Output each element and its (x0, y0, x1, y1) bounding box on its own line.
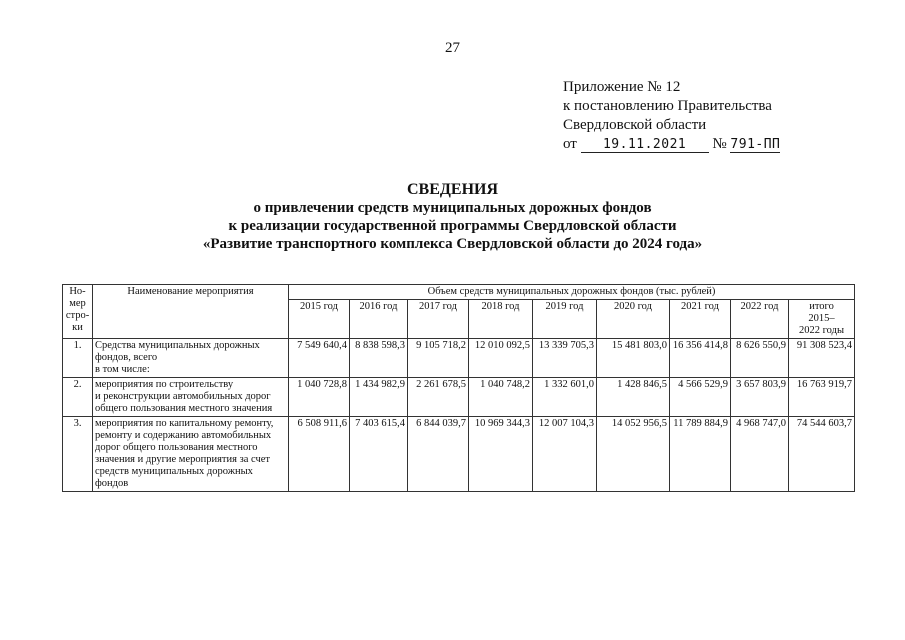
row-value: 11 789 884,9 (670, 417, 731, 492)
table-row (63, 378, 855, 417)
heading-line-1: о привлечении средств муниципальных дорожных фондов (253, 200, 652, 216)
row-number: 3. (63, 417, 93, 492)
row-value: 13 339 705,3 (533, 339, 597, 378)
row-name: мероприятия по строительству и реконструкции автомобильных дорог общего пользования местного значения (93, 378, 289, 417)
appendix-block (563, 78, 780, 154)
row-value: 6 508 911,6 (289, 417, 350, 492)
header-group: Объем средств муниципальных дорожных фондов (тыс. рублей) (289, 285, 855, 300)
header-year: 2017 год (408, 300, 469, 339)
header-year: 2020 год (597, 300, 670, 339)
row-value: 8 838 598,3 (350, 339, 408, 378)
row-value: 1 332 601,0 (533, 378, 597, 417)
heading-line-2: к реализации государственной программы Свердловской области (228, 218, 677, 234)
header-year: 2018 год (469, 300, 533, 339)
row-value: 7 403 615,4 (350, 417, 408, 492)
header-name: Наименование мероприятия (93, 285, 289, 339)
row-value: 4 968 747,0 (731, 417, 789, 492)
row-value: 6 844 039,7 (408, 417, 469, 492)
header-year: 2019 год (533, 300, 597, 339)
row-value: 9 105 718,2 (408, 339, 469, 378)
funds-table (62, 284, 855, 492)
header-year: 2022 год (731, 300, 789, 339)
resolution-date: 19.11.2021 (581, 137, 709, 153)
table-body (63, 339, 855, 492)
row-value: 1 428 846,5 (597, 378, 670, 417)
row-name: мероприятия по капитальному ремонту, ремонту и содержанию автомобильных дорог общего пользования местного значения и другие мероприятия за счет средств муниципальных дорожных фондов (93, 417, 289, 492)
appendix-line-4 (563, 135, 780, 154)
row-name: Средства муниципальных дорожных фондов, всего в том числе: (93, 339, 289, 378)
row-value: 15 481 803,0 (597, 339, 670, 378)
heading-title: СВЕДЕНИЯ (406, 181, 499, 198)
appendix-line-3: Свердловской области (563, 117, 707, 133)
number-label: № (712, 136, 727, 152)
row-value: 12 007 104,3 (533, 417, 597, 492)
page-number: 27 (445, 40, 460, 56)
table-row (63, 417, 855, 492)
row-value: 16 763 919,7 (789, 378, 855, 417)
header-row-number (63, 285, 93, 339)
row-number: 1. (63, 339, 93, 378)
row-number: 2. (63, 378, 93, 417)
row-value: 10 969 344,3 (469, 417, 533, 492)
row-value: 2 261 678,5 (408, 378, 469, 417)
heading-line-3: «Развитие транспортного комплекса Свердловской области до 2024 года» (202, 236, 703, 252)
row-value: 1 434 982,9 (350, 378, 408, 417)
row-value: 8 626 550,9 (731, 339, 789, 378)
row-value: 16 356 414,8 (670, 339, 731, 378)
appendix-line-1: Приложение № 12 (563, 79, 681, 95)
row-value: 4 566 529,9 (670, 378, 731, 417)
resolution-number: 791-ПП (730, 137, 781, 152)
row-value: 3 657 803,9 (731, 378, 789, 417)
row-value: 7 549 640,4 (289, 339, 350, 378)
appendix-line-2: к постановлению Правительства (563, 98, 772, 114)
table-row (63, 339, 855, 378)
row-value: 74 544 603,7 (789, 417, 855, 492)
from-label: от (563, 136, 577, 152)
row-value: 12 010 092,5 (469, 339, 533, 378)
header-year: 2016 год (350, 300, 408, 339)
header-year: 2021 год (670, 300, 731, 339)
header-year: итого 2015– 2022 годы (789, 300, 855, 339)
row-value: 1 040 728,8 (289, 378, 350, 417)
row-value: 1 040 748,2 (469, 378, 533, 417)
header-row-number-text: Но- мер стро- ки (65, 286, 90, 333)
header-year: 2015 год (289, 300, 350, 339)
document-heading (0, 181, 905, 253)
row-value: 14 052 956,5 (597, 417, 670, 492)
row-value: 91 308 523,4 (789, 339, 855, 378)
